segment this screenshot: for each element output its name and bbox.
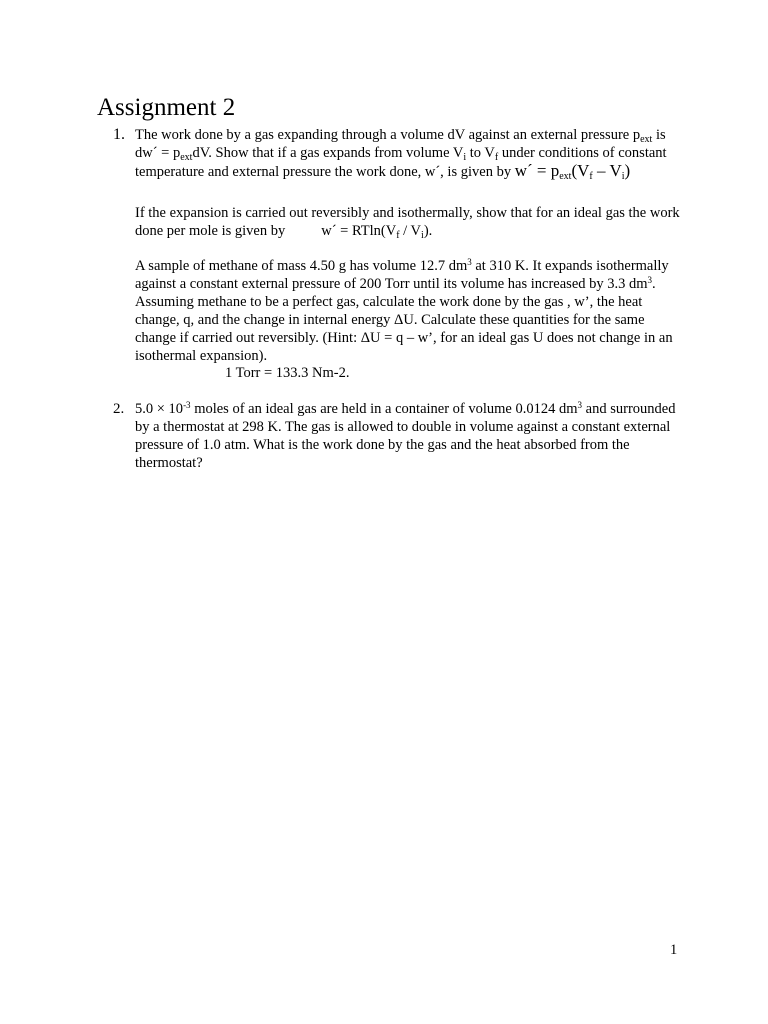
document-title: Assignment 2 [97, 94, 236, 121]
question-1-paragraph-1: The work done by a gas expanding through a volume dV against an external pressure $p_{ext}$ is dw´ = $p_{ext}dV$. Show that if a gas expands from volume $V_i$ to $V_f$ under conditions of constant temperature and external pressure the work done, w´, is given by w´ = $p_{ext}(V_f - V_i)$ [135, 127, 667, 182]
question-2-number: 2. [113, 401, 125, 417]
question-1-paragraph-3: A sample of methane of mass 4.50 g has volume 12.7 $dm^3$ at 310 K. It expands isothermally against a constant external pressure of 200 Torr until its volume has increased by 3.3 $dm^3$. Assuming methane to be a perfect gas, calculate the work done by the gas , w’, the heat change, q, and the change in internal energy ΔU. Calculate these quantities for the same change if carried out reversibly. (Hint: ΔU = q – w’, for an ideal gas U does not change in an isothermal expansion). [135, 257, 673, 364]
torr-conversion-note: 1 Torr = 133.3 Nm-2. [225, 365, 350, 381]
page-number: 1 [670, 942, 678, 958]
equation-work-constant-pressure: w´ = $p_{ext}(V_f - V_i)$ [514, 161, 631, 182]
equation-work-reversible: w´ = $RTln(V_f / V_i)$. [321, 223, 433, 241]
question-1-paragraph-2: If the expansion is carried out reversibly and isothermally, show that for an ideal gas the work done per mole is given by w´ = $RTln(V_f / V_i)$. [135, 205, 680, 241]
question-1-number: 1. [113, 126, 125, 143]
question-2-paragraph: $5.0 \times 10^{-3}$ moles of an ideal gas are held in a container of volume 0.0124 $dm^3$ and surrounded by a thermostat at 298 K. The gas is allowed to double in volume against a constant external pressure of 1.0 atm. What is the work done by the gas and the heat absorbed from the thermostat? [135, 400, 676, 471]
